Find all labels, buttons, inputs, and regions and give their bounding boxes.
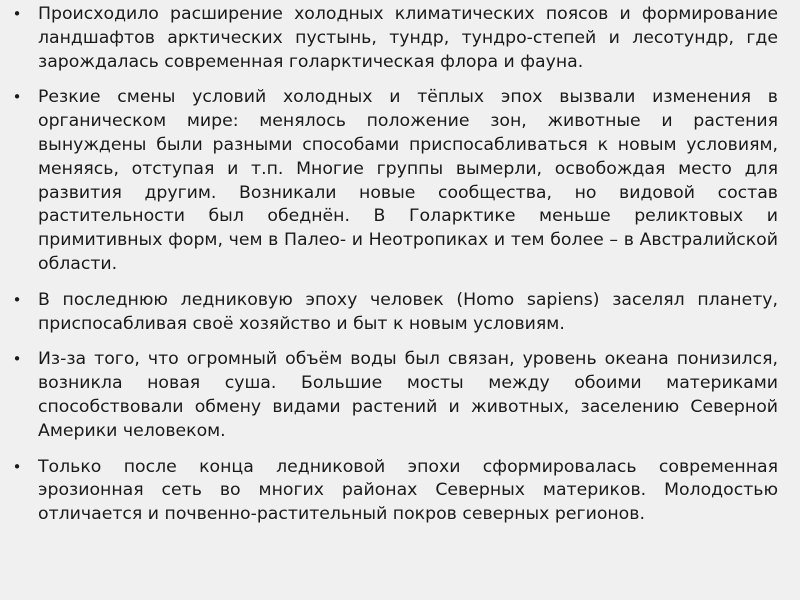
bullet-list (12, 3, 778, 539)
bullet-text: Происходило расширение холодных климатических поясов и формирование ландшафтов арктических пустынь, тундр, тундро-степей и лесотундр, где зарождалась современная голарктическая флора и фауна. (38, 4, 778, 72)
bullet-item-2 (12, 86, 778, 276)
bullet-text: В последнюю ледниковую эпоху человек (Homo sapiens) заселял планету, приспосабливая своё хозяйство и быт к новым условиям. (38, 289, 778, 334)
bullet-item-4 (12, 348, 778, 443)
bullet-text: Резкие смены условий холодных и тёплых эпох вызвали изменения в органическом мире: менялось положение зон, животные и растения вынуждены были разными способами приспосабливаться к новым условиям, меняясь, отступая и т.п. Многие группы вымерли, освобождая место для развития другим. Возникали новые сообщества, но видовой состав растительности был обеднён. В Голарктике меньше реликтовых и примитивных форм, чем в Палео- и Неотропиках и тем более – в Австралийской области. (38, 87, 778, 274)
bullet-text: Из-за того, что огромный объём воды был связан, уровень океана понизился, возникла новая суша. Большие мосты между обоими материками способствовали обмену видами растений и животных, заселению Северной Америки человеком. (38, 349, 778, 441)
bullet-marker: • (12, 290, 22, 309)
bullet-marker: • (12, 88, 22, 107)
bullet-item-5 (12, 456, 778, 527)
bullet-item-3 (12, 289, 778, 337)
bullet-marker: • (12, 350, 22, 369)
bullet-text: Только после конца ледниковой эпохи сформировалась современная эрозионная сеть во многих районах Северных материков. Молодостью отличается и почвенно-растительный покров северных регионов. (38, 456, 778, 525)
bullet-item-1 (12, 3, 778, 74)
bullet-marker: • (12, 457, 22, 476)
bullet-marker: • (12, 5, 22, 23)
